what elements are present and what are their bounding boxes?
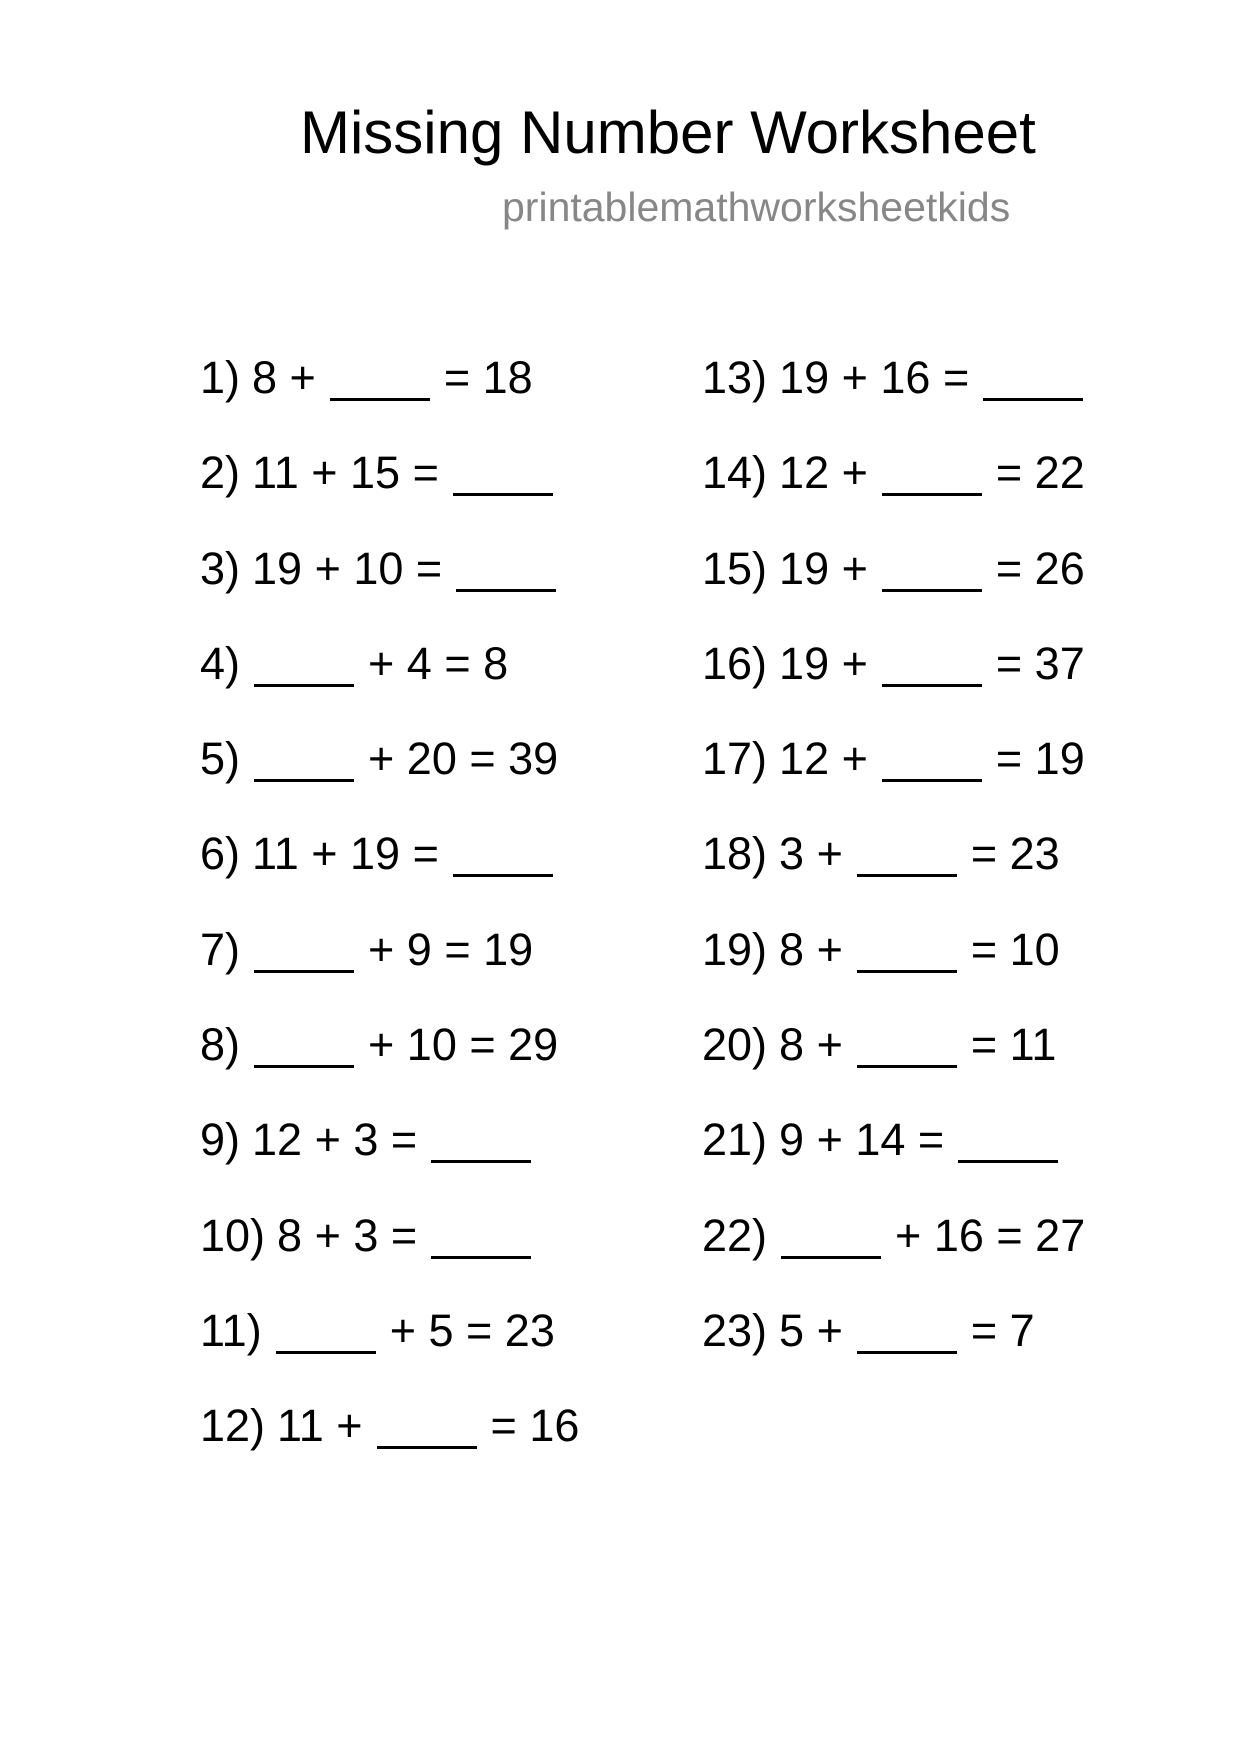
equation-text: + 5 = 23	[389, 1304, 555, 1356]
answer-blank[interactable]	[431, 1216, 531, 1259]
equation-text: = 11	[970, 1019, 1057, 1071]
problem-18	[702, 824, 1085, 919]
answer-blank[interactable]	[857, 930, 957, 973]
problem-number: 2)	[200, 447, 241, 499]
problem-20	[702, 1015, 1085, 1110]
problem-number: 4)	[200, 637, 241, 689]
problem-23	[702, 1301, 1085, 1396]
problem-16	[702, 634, 1085, 729]
problem-number: 6)	[200, 828, 241, 880]
answer-blank[interactable]	[983, 358, 1083, 401]
problem-number: 9)	[200, 1114, 241, 1166]
problems-right-column	[702, 348, 1085, 1396]
problem-number: 19)	[702, 923, 768, 975]
problem-14	[702, 443, 1085, 538]
answer-blank[interactable]	[857, 1311, 957, 1354]
equation-text: + 4 = 8	[368, 637, 509, 689]
answer-blank[interactable]	[377, 1406, 477, 1449]
equation-text: 19 +	[779, 637, 868, 689]
problem-4	[200, 634, 579, 729]
problem-number: 3)	[200, 542, 241, 594]
problem-9	[200, 1110, 579, 1205]
equation-text: 12 + 3 =	[252, 1114, 418, 1166]
answer-blank[interactable]	[254, 739, 354, 782]
equation-text: = 26	[995, 542, 1085, 594]
answer-blank[interactable]	[958, 1120, 1058, 1163]
problem-22	[702, 1206, 1085, 1301]
equation-text: 11 +	[277, 1400, 363, 1452]
answer-blank[interactable]	[453, 834, 553, 877]
worksheet-title: Missing Number Worksheet	[300, 99, 1036, 166]
problem-number: 11)	[200, 1304, 262, 1356]
equation-text: = 10	[970, 923, 1060, 975]
equation-text: 8 +	[779, 923, 843, 975]
equation-text: + 9 = 19	[368, 923, 534, 975]
equation-text: 12 +	[779, 447, 868, 499]
problem-13	[702, 348, 1085, 443]
problem-number: 22)	[702, 1209, 768, 1261]
problems-left-column	[200, 348, 579, 1492]
equation-text: 8 + 3 =	[277, 1209, 418, 1261]
problem-11	[200, 1301, 579, 1396]
equation-text: 11 + 15 =	[252, 447, 439, 499]
answer-blank[interactable]	[882, 644, 982, 687]
problem-number: 1)	[200, 352, 241, 403]
answer-blank[interactable]	[431, 1120, 531, 1163]
problem-5	[200, 729, 579, 824]
answer-blank[interactable]	[453, 453, 553, 496]
answer-blank[interactable]	[456, 549, 556, 592]
equation-text: = 18	[443, 352, 533, 403]
equation-text: = 7	[970, 1304, 1035, 1356]
equation-text: = 22	[995, 447, 1085, 499]
equation-text: = 23	[970, 828, 1060, 880]
problem-1	[200, 348, 579, 443]
equation-text: 8 +	[779, 1019, 843, 1071]
answer-blank[interactable]	[857, 1025, 957, 1068]
problem-21	[702, 1110, 1085, 1205]
equation-text: + 10 = 29	[368, 1019, 559, 1071]
equation-text: 19 +	[779, 542, 868, 594]
answer-blank[interactable]	[330, 358, 430, 401]
problem-number: 18)	[702, 828, 768, 880]
equation-text: 9 + 14 =	[779, 1114, 945, 1166]
problem-12	[200, 1396, 579, 1491]
problem-number: 23)	[702, 1304, 768, 1356]
answer-blank[interactable]	[254, 930, 354, 973]
answer-blank[interactable]	[882, 739, 982, 782]
equation-text: = 16	[490, 1400, 580, 1452]
problem-number: 12)	[200, 1400, 266, 1452]
problem-19	[702, 920, 1085, 1015]
problem-7	[200, 920, 579, 1015]
problem-number: 17)	[702, 733, 768, 785]
problem-number: 15)	[702, 542, 768, 594]
equation-text: 12 +	[779, 733, 868, 785]
answer-blank[interactable]	[254, 644, 354, 687]
problem-8	[200, 1015, 579, 1110]
answer-blank[interactable]	[781, 1216, 881, 1259]
problem-number: 13)	[702, 352, 768, 403]
problem-number: 8)	[200, 1019, 241, 1071]
problem-2	[200, 443, 579, 538]
equation-text: 19 + 10 =	[252, 542, 443, 594]
problem-number: 14)	[702, 447, 768, 499]
problem-15	[702, 539, 1085, 634]
answer-blank[interactable]	[882, 453, 982, 496]
equation-text: 11 + 19 =	[252, 828, 439, 880]
answer-blank[interactable]	[857, 834, 957, 877]
problem-6	[200, 824, 579, 919]
equation-text: + 16 = 27	[895, 1209, 1086, 1261]
problem-number: 21)	[702, 1114, 768, 1166]
problem-10	[200, 1206, 579, 1301]
equation-text: 5 +	[779, 1304, 843, 1356]
answer-blank[interactable]	[276, 1311, 376, 1354]
answer-blank[interactable]	[882, 549, 982, 592]
problem-number: 5)	[200, 733, 241, 785]
problem-number: 7)	[200, 923, 241, 975]
equation-text: 19 + 16 =	[779, 352, 970, 403]
equation-text: = 19	[995, 733, 1085, 785]
answer-blank[interactable]	[254, 1025, 354, 1068]
problem-17	[702, 729, 1085, 824]
worksheet-source: printablemathworksheetkids	[502, 184, 1011, 230]
equation-text: = 37	[995, 637, 1085, 689]
problem-number: 16)	[702, 637, 768, 689]
equation-text: 3 +	[779, 828, 843, 880]
equation-text: 8 +	[252, 352, 316, 403]
problem-3	[200, 539, 579, 634]
equation-text: + 20 = 39	[368, 733, 559, 785]
problem-number: 20)	[702, 1019, 768, 1071]
problem-number: 10)	[200, 1209, 266, 1261]
